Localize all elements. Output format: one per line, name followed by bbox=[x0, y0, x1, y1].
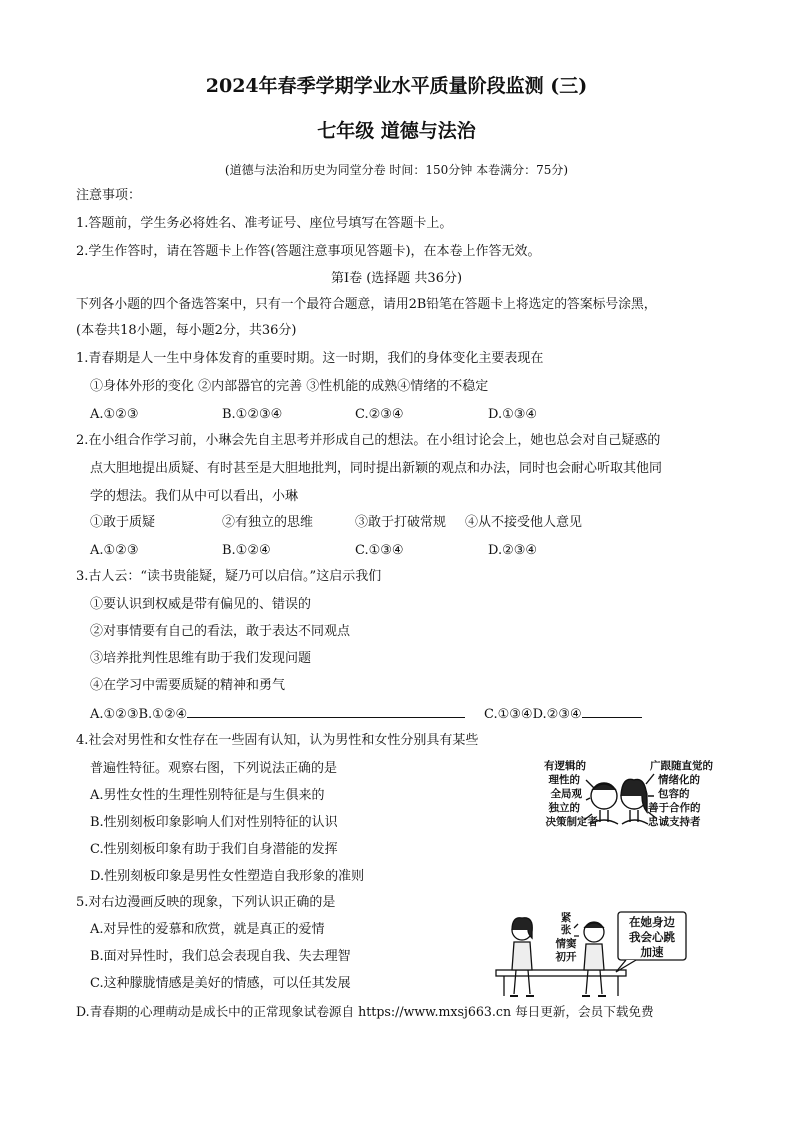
question-5-option-a[interactable]: A.对异性的爱慕和欣赏，就是真正的爱情 bbox=[90, 922, 325, 937]
question-4-option-a[interactable]: A.男性女性的生理性别特征是与生俱来的 bbox=[90, 788, 325, 803]
speech-bubble-text: 加速 bbox=[640, 945, 664, 959]
question-3-statement: ①要认识到权威是带有偏见的、错误的 bbox=[90, 597, 312, 612]
figure-label-female: 包容的 bbox=[658, 788, 690, 800]
question-5-option-c[interactable]: C.这种朦胧情感是美好的情感，可以任其发展 bbox=[90, 976, 351, 991]
question-5-option-d[interactable]: D.青春期的心理萌动是成长中的正常现象试卷源自 https://www.mxsj663.cn 每日更新，会员下载免费 bbox=[76, 1004, 654, 1019]
section-instruction: 下列各小题的四个备选答案中，只有一个最符合题意，请用2B铅笔在答题卡上将选定的答案标号涂黑， bbox=[76, 297, 657, 312]
figure-label-male: 决策制定者 bbox=[545, 816, 598, 828]
figure-label-male: 理性的 bbox=[548, 774, 580, 786]
question-3-stem: 3.古人云：“读书贵能疑，疑乃可以启信。”这启示我们 bbox=[76, 569, 382, 584]
question-3-options-ab-text: A.①②③B.①②④ bbox=[90, 707, 188, 722]
exam-info: (道德与法治和历史为同堂分卷 时间：150分钟 本卷满分：75分) bbox=[224, 163, 569, 177]
cartoon-caption: 紧 bbox=[560, 912, 572, 924]
question-2-statement: ④从不接受他人意见 bbox=[465, 515, 583, 530]
cartoon-caption: 情窦 bbox=[555, 938, 577, 950]
question-4-option-c[interactable]: C.性别刻板印象有助于我们自身潜能的发挥 bbox=[90, 842, 338, 857]
question-2-stem: 学的想法。我们从中可以看出，小琳 bbox=[90, 489, 299, 504]
question-3-statement: ②对事情要有自己的看法，敢于表达不同观点 bbox=[90, 624, 351, 639]
question-3-statement: ④在学习中需要质疑的精神和勇气 bbox=[90, 678, 286, 693]
question-1-option-c[interactable]: C.②③④ bbox=[355, 407, 404, 422]
note-item: 2.学生作答时，请在答题卡上作答(答题注意事项见答题卡)，在本卷上作答无效。 bbox=[76, 244, 541, 259]
figure-label-male: 独立的 bbox=[548, 802, 580, 814]
question-4-stem: 普遍性特征。观察右图，下列说法正确的是 bbox=[90, 761, 338, 776]
question-1-statements: ①身体外形的变化 ②内部器官的完善 ③性机能的成熟④情绪的不稳定 bbox=[90, 379, 489, 394]
question-2-statement: ②有独立的思维 bbox=[222, 515, 314, 530]
question-2-option-a[interactable]: A.①②③ bbox=[90, 543, 139, 558]
question-3-statement: ③培养批判性思维有助于我们发现问题 bbox=[90, 651, 312, 666]
figure-label-male: 全局观 bbox=[550, 788, 582, 800]
question-2-statement: ①敢于质疑 bbox=[90, 515, 156, 530]
crush-cartoon bbox=[490, 908, 720, 1000]
cartoon-caption: 初开 bbox=[555, 951, 577, 963]
figure-label-male: 有逻辑的 bbox=[544, 760, 586, 772]
page-title: 2024年春季学期学业水平质量阶段监测 (三) bbox=[205, 75, 588, 97]
question-4-option-b[interactable]: B.性别刻板印象影响人们对性别特征的认识 bbox=[90, 815, 338, 830]
section-instruction: (本卷共18小题，每小题2分，共36分) bbox=[76, 323, 297, 338]
question-2-stem: 点大胆地提出质疑、有时甚至是大胆地批判，同时提出新颖的观点和办法，同时也会耐心听取其他同 bbox=[90, 461, 663, 476]
speech-bubble-text: 我会心跳 bbox=[629, 930, 675, 944]
question-2-option-d[interactable]: D.②③④ bbox=[488, 543, 538, 558]
figure-label-female: 忠诚支持者 bbox=[648, 816, 701, 828]
figure-label-female: 善于合作的 bbox=[648, 802, 701, 814]
question-1-option-b[interactable]: B.①②③④ bbox=[222, 407, 283, 422]
question-4-option-d[interactable]: D.性别刻板印象是男性女性塑造自我形象的准则 bbox=[90, 869, 365, 884]
section-heading: 第Ⅰ卷 (选择题 共36分) bbox=[330, 271, 463, 286]
question-2-option-b[interactable]: B.①②④ bbox=[222, 543, 271, 558]
cartoon-caption: 张 bbox=[560, 924, 572, 936]
question-1-stem: 1.青春期是人一生中身体发育的重要时期。这一时期，我们的身体变化主要表现在 bbox=[76, 351, 544, 366]
question-2-stem: 2.在小组合作学习前，小琳会先自主思考并形成自己的想法。在小组讨论会上，她也总会对自己疑惑的 bbox=[76, 433, 661, 448]
question-1-option-a[interactable]: A.①②③ bbox=[90, 407, 139, 422]
figure-label-female: 情绪化的 bbox=[658, 774, 700, 786]
question-3-options-cd[interactable] bbox=[484, 704, 642, 724]
question-4-stem: 4.社会对男性和女性存在一些固有认知，认为男性和女性分别具有某些 bbox=[76, 733, 479, 748]
answer-blank-line bbox=[582, 704, 642, 718]
question-1-option-d[interactable]: D.①③④ bbox=[488, 407, 538, 422]
notes-heading: 注意事项： bbox=[76, 188, 142, 203]
note-item: 1.答题前，学生务必将姓名、准考证号、座位号填写在答题卡上。 bbox=[76, 216, 453, 231]
question-5-stem: 5.对右边漫画反映的现象，下列认识正确的是 bbox=[76, 895, 336, 910]
question-3-options-ab[interactable] bbox=[90, 704, 465, 724]
question-2-statement: ③敢于打破常规 bbox=[355, 515, 447, 530]
question-2-option-c[interactable]: C.①③④ bbox=[355, 543, 404, 558]
question-3-options-cd-text: C.①③④D.②③④ bbox=[484, 707, 582, 722]
question-5-option-b[interactable]: B.面对异性时，我们总会表现自我、失去理智 bbox=[90, 949, 351, 964]
gender-stereotype-figure bbox=[530, 752, 720, 842]
figure-label-female: 广跟随直觉的 bbox=[650, 760, 713, 772]
answer-blank-line bbox=[187, 704, 465, 718]
two-students-on-bench-illustration bbox=[490, 908, 720, 1000]
speech-bubble-text: 在她身边 bbox=[629, 915, 675, 929]
page-subtitle: 七年级 道德与法治 bbox=[317, 120, 476, 142]
